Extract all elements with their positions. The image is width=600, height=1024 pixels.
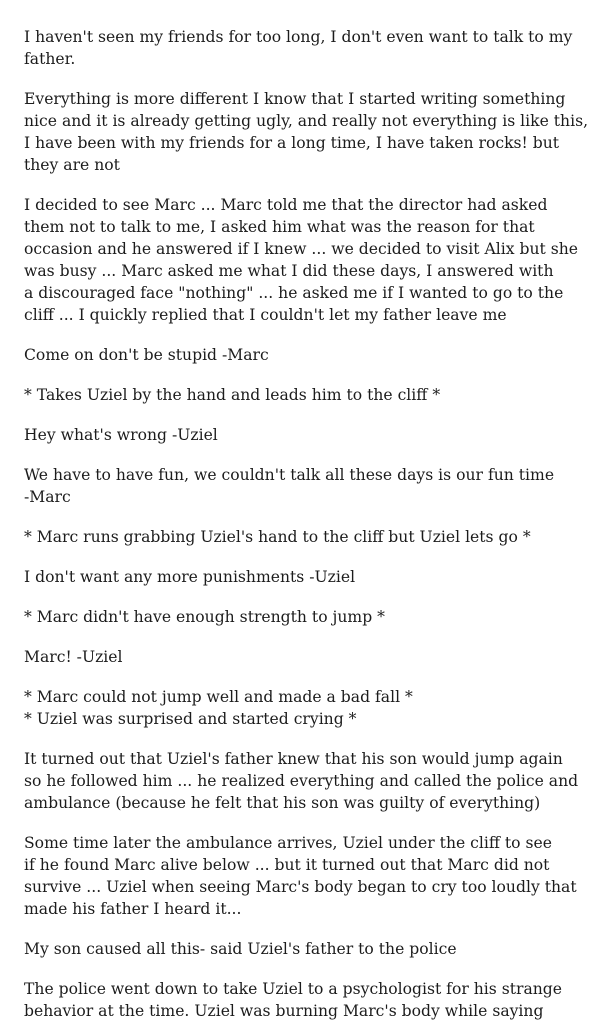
text-line: * Takes Uziel by the hand and leads him to the cliff * (24, 386, 441, 404)
paragraph-3 (24, 194, 584, 326)
dialogue-uziel-2 (24, 566, 584, 588)
text-line: My son caused all this- said Uziel's father to the police (24, 940, 457, 958)
text-line: so he followed him ... he realized everything and called the police and (24, 772, 579, 790)
text-line: -Marc (24, 488, 71, 506)
text-line: * Marc runs grabbing Uziel's hand to the cliff but Uziel lets go * (24, 528, 531, 546)
text-line: if he found Marc alive below ... but it turned out that Marc did not (24, 856, 550, 874)
text-line: a discouraged face "nothing" ... he asked me if I wanted to go to the (24, 284, 564, 302)
text-line: Some time later the ambulance arrives, Uziel under the cliff to see (24, 834, 552, 852)
text-line: I haven't seen my friends for too long, I don't even want to talk to my (24, 28, 573, 46)
text-line: survive ... Uziel when seeing Marc's body began to cry too loudly that (24, 878, 577, 896)
text-line: Marc! -Uziel (24, 648, 123, 666)
text-line: occasion and he answered if I knew ... we decided to visit Alix but she (24, 240, 579, 258)
text-line: I decided to see Marc ... Marc told me that the director had asked (24, 196, 548, 214)
action-line-3 (24, 606, 584, 628)
paragraph-police (24, 978, 584, 1022)
text-line: * Uziel was surprised and started crying * (24, 710, 357, 728)
story-text (24, 26, 589, 1022)
dialogue-marc-2 (24, 464, 584, 508)
text-line: Everything is more different I know that I started writing something (24, 90, 566, 108)
text-line: * Marc didn't have enough strength to jump * (24, 608, 385, 626)
text-line: they are not (24, 156, 120, 174)
text-line: The police went down to take Uziel to a psychologist for his strange (24, 980, 563, 998)
text-line: ambulance (because he felt that his son was guilty of everything) (24, 794, 541, 812)
paragraph-ambulance (24, 832, 584, 920)
text-line: It turned out that Uziel's father knew that his son would jump again (24, 750, 563, 768)
text-line: made his father I heard it... (24, 900, 242, 918)
text-line: was busy ... Marc asked me what I did these days, I answered with (24, 262, 554, 280)
paragraph-1 (24, 26, 584, 70)
paragraph-2 (24, 88, 589, 176)
text-line: Come on don't be stupid -Marc (24, 346, 269, 364)
text-line: them not to talk to me, I asked him what was the reason for that (24, 218, 535, 236)
text-line: nice and it is already getting ugly, and really not everything is like this, (24, 112, 589, 130)
action-line-4 (24, 686, 584, 730)
text-line: behavior at the time. Uziel was burning Marc's body while saying (24, 1002, 544, 1020)
text-line: We have to have fun, we couldn't talk all these days is our fun time (24, 466, 555, 484)
action-line-1 (24, 384, 584, 406)
action-line-2 (24, 526, 584, 548)
text-line: Hey what's wrong -Uziel (24, 426, 218, 444)
text-line: I have been with my friends for a long time, I have taken rocks! but (24, 134, 560, 152)
dialogue-uziel-3 (24, 646, 584, 668)
text-line: cliff ... I quickly replied that I couldn't let my father leave me (24, 306, 507, 324)
text-line: * Marc could not jump well and made a bad fall * (24, 688, 413, 706)
dialogue-uziel-1 (24, 424, 584, 446)
dialogue-father (24, 938, 584, 960)
paragraph-father (24, 748, 584, 814)
text-line: father. (24, 50, 76, 68)
text-line: I don't want any more punishments -Uziel (24, 568, 356, 586)
dialogue-marc-1 (24, 344, 584, 366)
